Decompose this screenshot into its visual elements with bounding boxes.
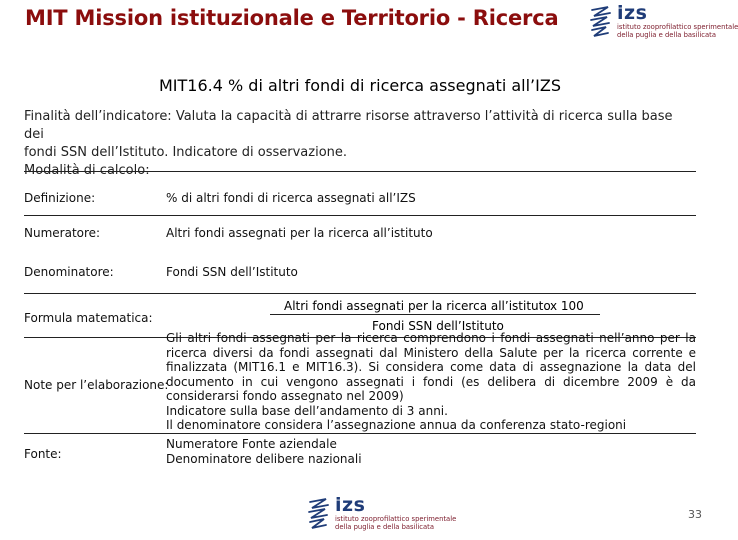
note-line-2: Indicatore sulla base dell’andamento di 3 anni.	[166, 403, 448, 418]
formula-label: Formula matematica:	[24, 311, 153, 325]
formula-denominator: Fondi SSN dell’Istituto	[372, 319, 504, 333]
numeratore-label: Numeratore:	[24, 226, 101, 240]
indicator-intro	[24, 108, 694, 180]
note-paragraph: Gli altri fondi assegnati per la ricerca comprendono i fondi assegnati nell’anno per la ricerca diversi da fondi assegnati dal Ministero della Salute per la ricerca corrente e finalizzata (MIT16.1 e MIT16.3). Si considera come data di assegnazione la data del documento in cui vengono assegnati i fondi (es delibera di dicembre 2009 è da considerarsi fondo assegnato nel 2009)	[166, 331, 696, 403]
formula-numerator: Altri fondi assegnati per la ricerca all’istituto	[284, 299, 551, 313]
table-row-note	[24, 331, 696, 438]
izs-logo-mark-icon	[588, 4, 614, 44]
note-label: Note per l’elaborazione:	[24, 378, 169, 392]
izs-logo-bottom	[306, 496, 456, 536]
fonte-line-2: Denominatore delibere nazionali	[166, 451, 362, 466]
izs-logo-name: izs	[617, 2, 648, 24]
intro-line-3: Modalità di calcolo:	[24, 163, 150, 178]
page-number: 33	[688, 508, 702, 521]
table-row-fonte	[24, 433, 696, 472]
definizione-value: % di altri fondi di ricerca assegnati all’IZS	[166, 191, 416, 205]
denominatore-label: Denominatore:	[24, 265, 114, 279]
intro-line-1: Finalità dell’indicatore: Valuta la capacità di attrarre risorse attraverso l’attività di ricerca sulla base dei	[24, 109, 673, 142]
definizione-label: Definizione:	[24, 191, 96, 205]
indicator-title: MIT16.4 % di altri fondi di ricerca assegnati all’IZS	[159, 76, 561, 95]
formula-multiplier: x 100	[550, 299, 584, 313]
izs-logo-text	[335, 496, 456, 531]
table-row-definizione	[24, 171, 696, 216]
fonte-line-1: Numeratore Fonte aziendale	[166, 437, 337, 451]
intro-line-2: fondi SSN dell’Istituto. Indicatore di osservazione.	[24, 145, 348, 160]
fonte-label: Fonte:	[24, 447, 62, 461]
indicator-table	[24, 171, 696, 471]
izs-logo-subtitle-1: istituto zooprofilattico sperimentale	[335, 515, 457, 523]
table-row-numeratore	[24, 215, 696, 259]
izs-logo-name: izs	[335, 494, 366, 516]
izs-logo-subtitle-2: della puglia e della basilicata	[335, 523, 434, 531]
izs-logo-mark-icon	[306, 496, 332, 536]
note-line-3: Il denominatore considera l’assegnazione annua da conferenza stato-regioni	[166, 418, 627, 432]
izs-logo-top	[588, 4, 738, 44]
izs-logo-subtitle-2: della puglia e della basilicata	[617, 31, 716, 39]
note-value	[166, 331, 696, 433]
denominatore-value: Fondi SSN dell’Istituto	[166, 265, 298, 279]
izs-logo-text	[617, 4, 738, 39]
formula-fraction-bar	[270, 314, 600, 315]
fonte-value	[166, 437, 696, 466]
table-row-denominatore	[24, 258, 696, 293]
page-header-title: MIT Mission istituzionale e Territorio - Ricerca	[25, 6, 559, 30]
izs-logo-subtitle-1: istituto zooprofilattico sperimentale	[617, 23, 738, 31]
numeratore-value: Altri fondi assegnati per la ricerca all’istituto	[166, 226, 433, 240]
